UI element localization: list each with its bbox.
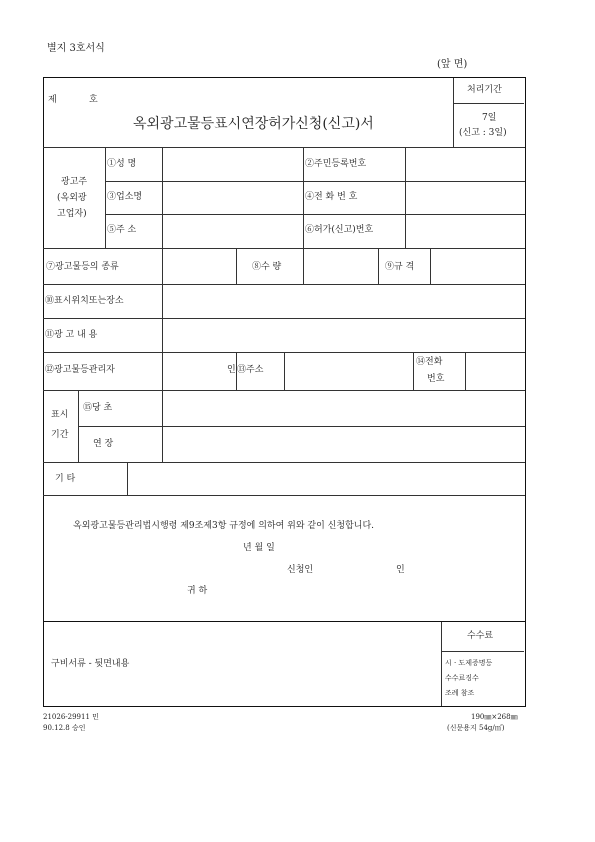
resident-number-label: ②주민등록번호 [305,159,367,169]
display-period-label: 표시 [51,410,69,420]
manager-address-label: ⑬주소 [237,365,264,375]
resident-number-field[interactable] [406,149,524,180]
applicant-group-label: 광고주 [61,177,88,187]
manager-phone-field[interactable] [466,354,524,389]
applicant-group-label-3: 고업자) [57,209,87,219]
phone-number-label: ④전 화 번 호 [305,192,358,202]
other-label: 기 타 [55,474,76,484]
manager-label: ⑫광고물등관리자 [45,365,115,375]
quantity-field[interactable] [304,250,377,283]
document-number-label: 제 [48,95,57,105]
applicant-group-label-2: (옥외광 [57,193,87,203]
fee-note-line-1: 시 · 도제증명등 [445,659,493,667]
paper-type: (신문용지 54g/㎡) [447,724,505,732]
address-field[interactable] [163,215,302,247]
required-documents-label: 구비서류 - 뒷면내용 [51,659,130,669]
extension-period-field[interactable] [163,427,524,461]
application-date: 년 월 일 [243,543,275,553]
quantity-label: ⑧수 량 [252,262,282,272]
fee-note-line-2: 수수료징수 [445,674,479,682]
permit-number-label: ⑥허가(신고)번호 [305,225,374,235]
document-number-suffix: 호 [89,95,98,105]
recipient-field[interactable] [120,582,182,598]
name-label: ①성 명 [107,159,137,169]
form-code: 21026-29911 민 [43,713,99,721]
front-side-label: (앞 면) [437,59,468,70]
ad-type-label: ⑦광고물등의 종류 [46,262,119,272]
other-field[interactable] [128,464,524,494]
name-field[interactable] [163,149,302,180]
fee-note-line-3: 조례 참조 [445,689,475,697]
business-name-field[interactable] [163,182,302,213]
paper-size: 190㎜×268㎜ [471,713,518,721]
permit-number-field[interactable] [406,215,524,247]
applicant-signature-label: 신청인 [287,565,314,575]
fee-label: 수수료 [467,631,494,641]
size-field[interactable] [431,250,524,283]
business-name-label: ③업소명 [107,192,143,202]
initial-period-field[interactable] [163,392,524,425]
size-label: ⑨규 격 [385,262,415,272]
processing-period-label: 처리기간 [467,85,502,95]
address-label: ⑤주 소 [107,225,137,235]
phone-number-field[interactable] [406,182,524,213]
manager-name-field[interactable] [163,354,223,389]
ad-content-label: ⑪광 고 내 용 [45,330,98,340]
extension-period-label: 연 장 [93,439,114,449]
approval-date: 90.12.8 승인 [43,724,86,732]
manager-address-field[interactable] [285,354,412,389]
location-label: ⑩표시위치또는장소 [45,296,124,306]
display-period-label-2: 기간 [51,430,69,440]
applicant-signature-field[interactable] [325,561,391,577]
applicant-seal-mark: 인 [396,565,405,575]
manager-phone-label-2: 번호 [427,374,445,384]
location-field[interactable] [163,286,524,317]
recipient-label: 귀 하 [187,586,208,596]
ad-content-field[interactable] [163,320,524,351]
initial-period-label: ⑮당 초 [83,403,113,413]
manager-phone-label: ⑭전화 [416,357,443,367]
processing-period-days: 7일 [482,113,497,123]
manager-seal-mark: 인 [227,365,236,375]
declaration-statement: 옥외광고물등관리법시행령 제9조제3항 규정에 의하여 위와 같이 신청합니다. [73,521,374,531]
processing-period-report: (신고 : 3일) [459,128,507,138]
ad-type-field[interactable] [163,250,235,283]
form-number: 별지 3호서식 [47,43,105,54]
form-title: 옥외광고물등표시연장허가신청(신고)서 [133,116,374,132]
